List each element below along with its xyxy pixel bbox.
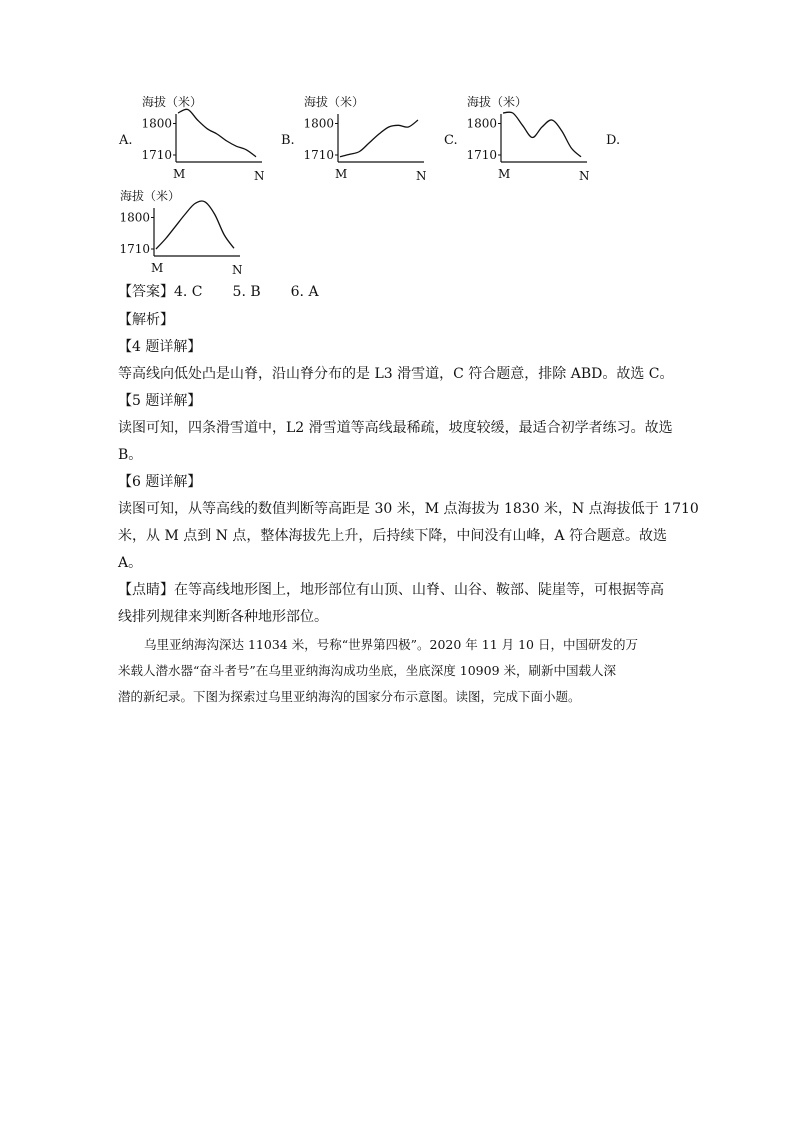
chart-c-svg — [465, 92, 595, 184]
chart-d-ylabel: 海拔（米） — [120, 189, 181, 203]
option-letter-b: B. — [281, 133, 295, 148]
q5-tag: 【5 题详解】 — [118, 393, 202, 409]
chart-b-ylabel: 海拔（米） — [304, 95, 365, 109]
q5-text-2: B。 — [118, 447, 143, 463]
chart-b-xlabel-n: N — [416, 169, 427, 183]
chart-d-ytick-0: 1800 — [119, 210, 150, 225]
tips-line-1 — [118, 581, 664, 599]
analysis-tag: 【解析】 — [118, 312, 174, 328]
tips-text-2: 线排列规律来判断各种地形部位。 — [118, 609, 328, 625]
chart-b-ytick-1: 1710 — [303, 148, 334, 162]
chart-b-profile-line — [340, 120, 418, 157]
passage-line-3: 潜的新纪录。下图为探索过乌里亚纳海沟的国家分布示意图。读图，完成下面小题。 — [118, 689, 581, 704]
answer-item-5: 5. B — [232, 284, 261, 300]
option-letter-a: A. — [119, 133, 133, 148]
chart-b — [302, 92, 432, 188]
option-letter-d: D. — [606, 133, 621, 148]
chart-a-ytick-0: 1800 — [141, 116, 172, 131]
chart-d-svg — [118, 186, 248, 278]
q6-tag: 【6 题详解】 — [118, 474, 202, 490]
chart-c-ytick-0: 1800 — [466, 116, 497, 131]
answer-tag: 【答案】 — [118, 284, 174, 300]
chart-c-ytick-1: 1710 — [466, 148, 497, 162]
q5-text-1: 读图可知，四条滑雪道中，L2 滑雪道等高线最稀疏，坡度较缓，最适合初学者练习。故选 — [118, 420, 673, 436]
chart-b-ytick-0: 1800 — [303, 116, 334, 131]
chart-c-profile-line — [503, 112, 581, 157]
chart-a-svg — [140, 92, 270, 184]
q6-text-3: A。 — [118, 555, 143, 571]
q4-tag: 【4 题详解】 — [118, 339, 202, 355]
answer-item-4: 4. C — [174, 284, 203, 300]
chart-d — [118, 186, 248, 282]
passage-line-2: 米载人潜水器“奋斗者号”在乌里亚纳海沟成功坐底，坐底深度 10909 米，刷新中国载人深 — [118, 663, 616, 678]
passage — [118, 632, 678, 710]
option-letter-c: C. — [444, 133, 458, 148]
chart-c-xlabel-m: M — [498, 167, 511, 181]
chart-c-xlabel-n: N — [579, 169, 590, 183]
chart-d-xlabel-m: M — [151, 261, 164, 275]
answer-line — [118, 283, 319, 301]
q6-text-1: 读图可知，从等高线的数值判断等高距是 30 米，M 点海拔为 1830 米，N 点海拔低于 1710 — [118, 501, 699, 517]
chart-c — [465, 92, 595, 188]
tips-text-1: 在等高线地形图上，地形部位有山顶、山脊、山谷、鞍部、陡崖等，可根据等高 — [174, 582, 664, 598]
chart-a-ylabel: 海拔（米） — [142, 95, 203, 109]
answer-item-6: 6. A — [290, 284, 319, 300]
q4-text: 等高线向低处凸是山脊，沿山脊分布的是 L3 滑雪道，C 符合题意，排除 ABD。故选 C。 — [118, 366, 674, 382]
chart-d-ytick-1: 1710 — [119, 242, 150, 256]
chart-d-profile-line — [156, 201, 234, 249]
chart-a-xlabel-m: M — [173, 167, 186, 181]
chart-a-profile-line — [178, 109, 256, 157]
chart-a — [140, 92, 270, 188]
passage-line-1: 乌里亚纳海沟深达 11034 米，号称“世界第四极”。2020 年 11 月 10 日，中国研发的万 — [144, 637, 638, 652]
chart-c-ylabel: 海拔（米） — [467, 95, 528, 109]
tips-tag: 【点睛】 — [118, 582, 174, 598]
chart-d-xlabel-n: N — [232, 263, 243, 277]
chart-b-xlabel-m: M — [335, 167, 348, 181]
chart-a-xlabel-n: N — [254, 169, 265, 183]
q6-text-2: 米，从 M 点到 N 点，整体海拔先上升，后持续下降，中间没有山峰，A 符合题意。故选 — [118, 528, 667, 544]
chart-a-ytick-1: 1710 — [141, 148, 172, 162]
chart-b-svg — [302, 92, 432, 184]
